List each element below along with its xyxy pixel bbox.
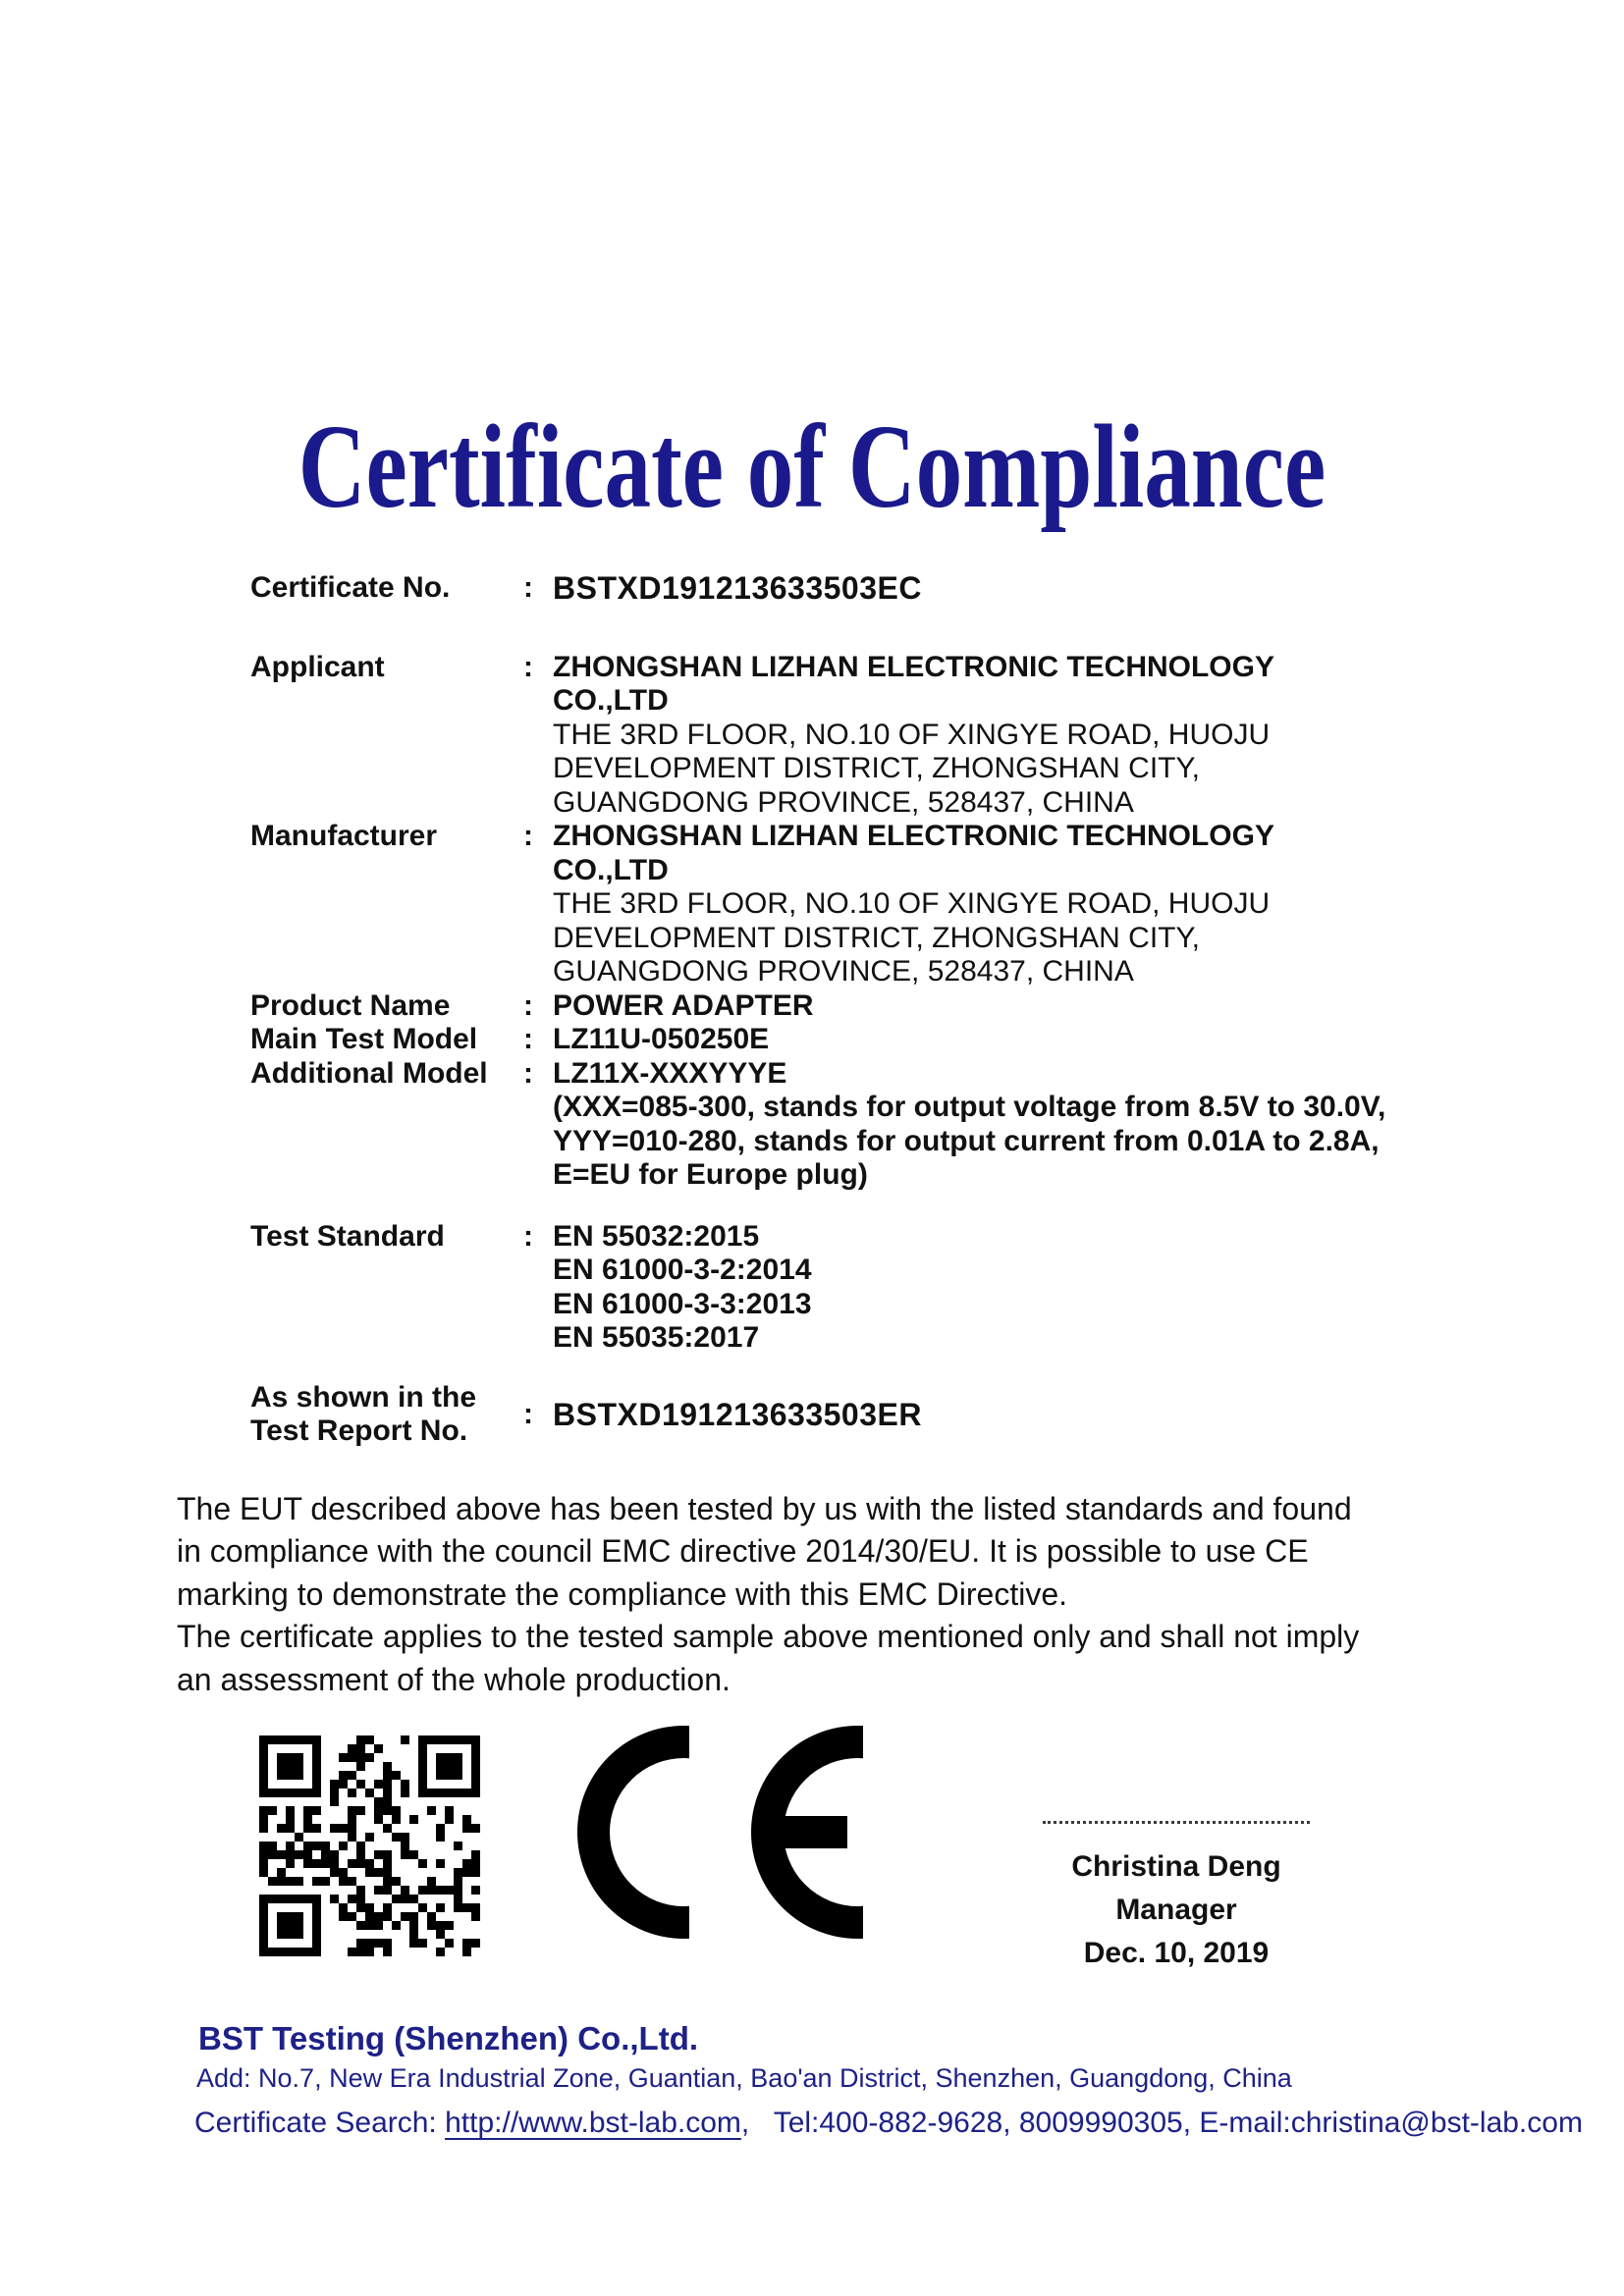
applicant-value: [553, 651, 1506, 821]
main-test-model-value: LZ11U-050250E: [553, 1023, 770, 1055]
signature-block: [1039, 1806, 1314, 1975]
field-label: Applicant: [250, 650, 385, 683]
lab-contact-info: , Tel:400-882-9628, 8009990305, E-mail:christina@bst-lab.com: [740, 2107, 1583, 2139]
field-label: Additional Model: [250, 1056, 488, 1090]
declaration-line: marking to demonstrate the compliance with this EMC Directive.: [177, 1575, 1068, 1612]
field-label-line: As shown in the: [250, 1380, 477, 1414]
field-additional-model: [250, 1057, 1506, 1193]
field-label-line: Test Report No.: [250, 1415, 468, 1447]
field-colon: :: [523, 650, 533, 683]
field-label: Product Name: [250, 988, 451, 1022]
lab-company-name: BST Testing (Shenzhen) Co.,Ltd.: [198, 2020, 699, 2056]
field-manufacturer: [250, 820, 1506, 989]
field-label: Main Test Model: [250, 1023, 478, 1055]
page-title: Certificate of Compliance: [298, 400, 1326, 533]
certificate-search-url-link[interactable]: http://www.bst-lab.com: [445, 2107, 741, 2139]
manufacturer-address-line: DEVELOPMENT DISTRICT, ZHONGSHAN CITY,: [553, 921, 1200, 954]
field-test-standard: [250, 1220, 1506, 1356]
manufacturer-address-line: GUANGDONG PROVINCE, 528437, CHINA: [553, 955, 1134, 988]
signer-name: Christina Deng: [1071, 1850, 1281, 1883]
applicant-address-line: THE 3RD FLOOR, NO.10 OF XINGYE ROAD, HUOJU: [553, 718, 1271, 751]
field-colon: :: [523, 571, 533, 604]
signature-date: Dec. 10, 2019: [1083, 1937, 1270, 1969]
declaration-line: The certificate applies to the tested sample above mentioned only and shall not imply: [177, 1619, 1360, 1655]
field-colon: :: [523, 988, 533, 1022]
field-label: Test Standard: [250, 1219, 445, 1253]
field-label: Manufacturer: [250, 820, 438, 852]
manufacturer-value: [553, 820, 1506, 989]
field-main-test-model: [250, 1023, 1506, 1057]
declaration-line: an assessment of the whole production.: [177, 1661, 731, 1697]
manufacturer-company-line: CO.,LTD: [553, 853, 669, 886]
ce-mark-icon: [577, 1726, 870, 1939]
declaration-line: The EUT described above has been tested by us with the listed standards and found: [177, 1491, 1352, 1526]
qr-code-icon: [259, 1735, 480, 1956]
field-colon: :: [523, 1056, 533, 1090]
test-standard-line: EN 55035:2017: [553, 1321, 760, 1354]
field-label: Certificate No.: [250, 571, 451, 604]
additional-model-code: LZ11X-XXXYYYE: [553, 1056, 787, 1090]
applicant-address-line: GUANGDONG PROVINCE, 528437, CHINA: [553, 785, 1134, 819]
field-colon: :: [523, 1397, 533, 1430]
lab-address: Add: No.7, New Era Industrial Zone, Guantian, Bao'an District, Shenzhen, Guangdong, China: [196, 2063, 1292, 2093]
signer-role: Manager: [1115, 1894, 1237, 1926]
additional-model-note-line: (XXX=085-300, stands for output voltage from 8.5V to 30.0V,: [553, 1091, 1386, 1123]
manufacturer-company-line: ZHONGSHAN LIZHAN ELECTRONIC TECHNOLOGY: [553, 820, 1274, 852]
certificate-search-label: Certificate Search:: [194, 2107, 446, 2139]
test-standard-line: EN 61000-3-2:2014: [553, 1254, 812, 1286]
test-standard-line: EN 61000-3-3:2013: [553, 1287, 812, 1320]
field-colon: :: [523, 820, 533, 852]
applicant-company-line: ZHONGSHAN LIZHAN ELECTRONIC TECHNOLOGY: [553, 650, 1274, 683]
field-product-name: [250, 989, 1506, 1024]
test-report-number: BSTXD191213633503ER: [553, 1396, 922, 1432]
additional-model-value: [553, 1057, 1506, 1193]
test-standard-value: [553, 1220, 1506, 1356]
applicant-company-line: CO.,LTD: [553, 684, 669, 717]
certificate-number: BSTXD191213633503EC: [553, 570, 922, 606]
field-certificate-no: [250, 571, 1506, 606]
field-colon: :: [523, 1219, 533, 1253]
additional-model-note-line: E=EU for Europe plug): [553, 1158, 868, 1191]
field-test-report-no: [250, 1381, 1506, 1449]
applicant-address-line: DEVELOPMENT DISTRICT, ZHONGSHAN CITY,: [553, 752, 1200, 784]
additional-model-note-line: YYY=010-280, stands for output current from 0.01A to 2.8A,: [553, 1124, 1380, 1157]
product-name-value: POWER ADAPTER: [553, 988, 814, 1022]
field-colon: :: [523, 1023, 533, 1055]
declaration-paragraph: [177, 1488, 1492, 1701]
certificate-fields: [250, 571, 1506, 1449]
test-standard-line: EN 55032:2015: [553, 1219, 760, 1253]
field-label: [250, 1381, 523, 1449]
field-applicant: [250, 651, 1506, 821]
manufacturer-address-line: THE 3RD FLOOR, NO.10 OF XINGYE ROAD, HUOJU: [553, 887, 1271, 920]
signature-dotted-line: [1043, 1821, 1310, 1824]
certificate-search-line: [194, 2107, 1583, 2140]
declaration-line: in compliance with the council EMC directive 2014/30/EU. It is possible to use CE: [177, 1533, 1309, 1570]
